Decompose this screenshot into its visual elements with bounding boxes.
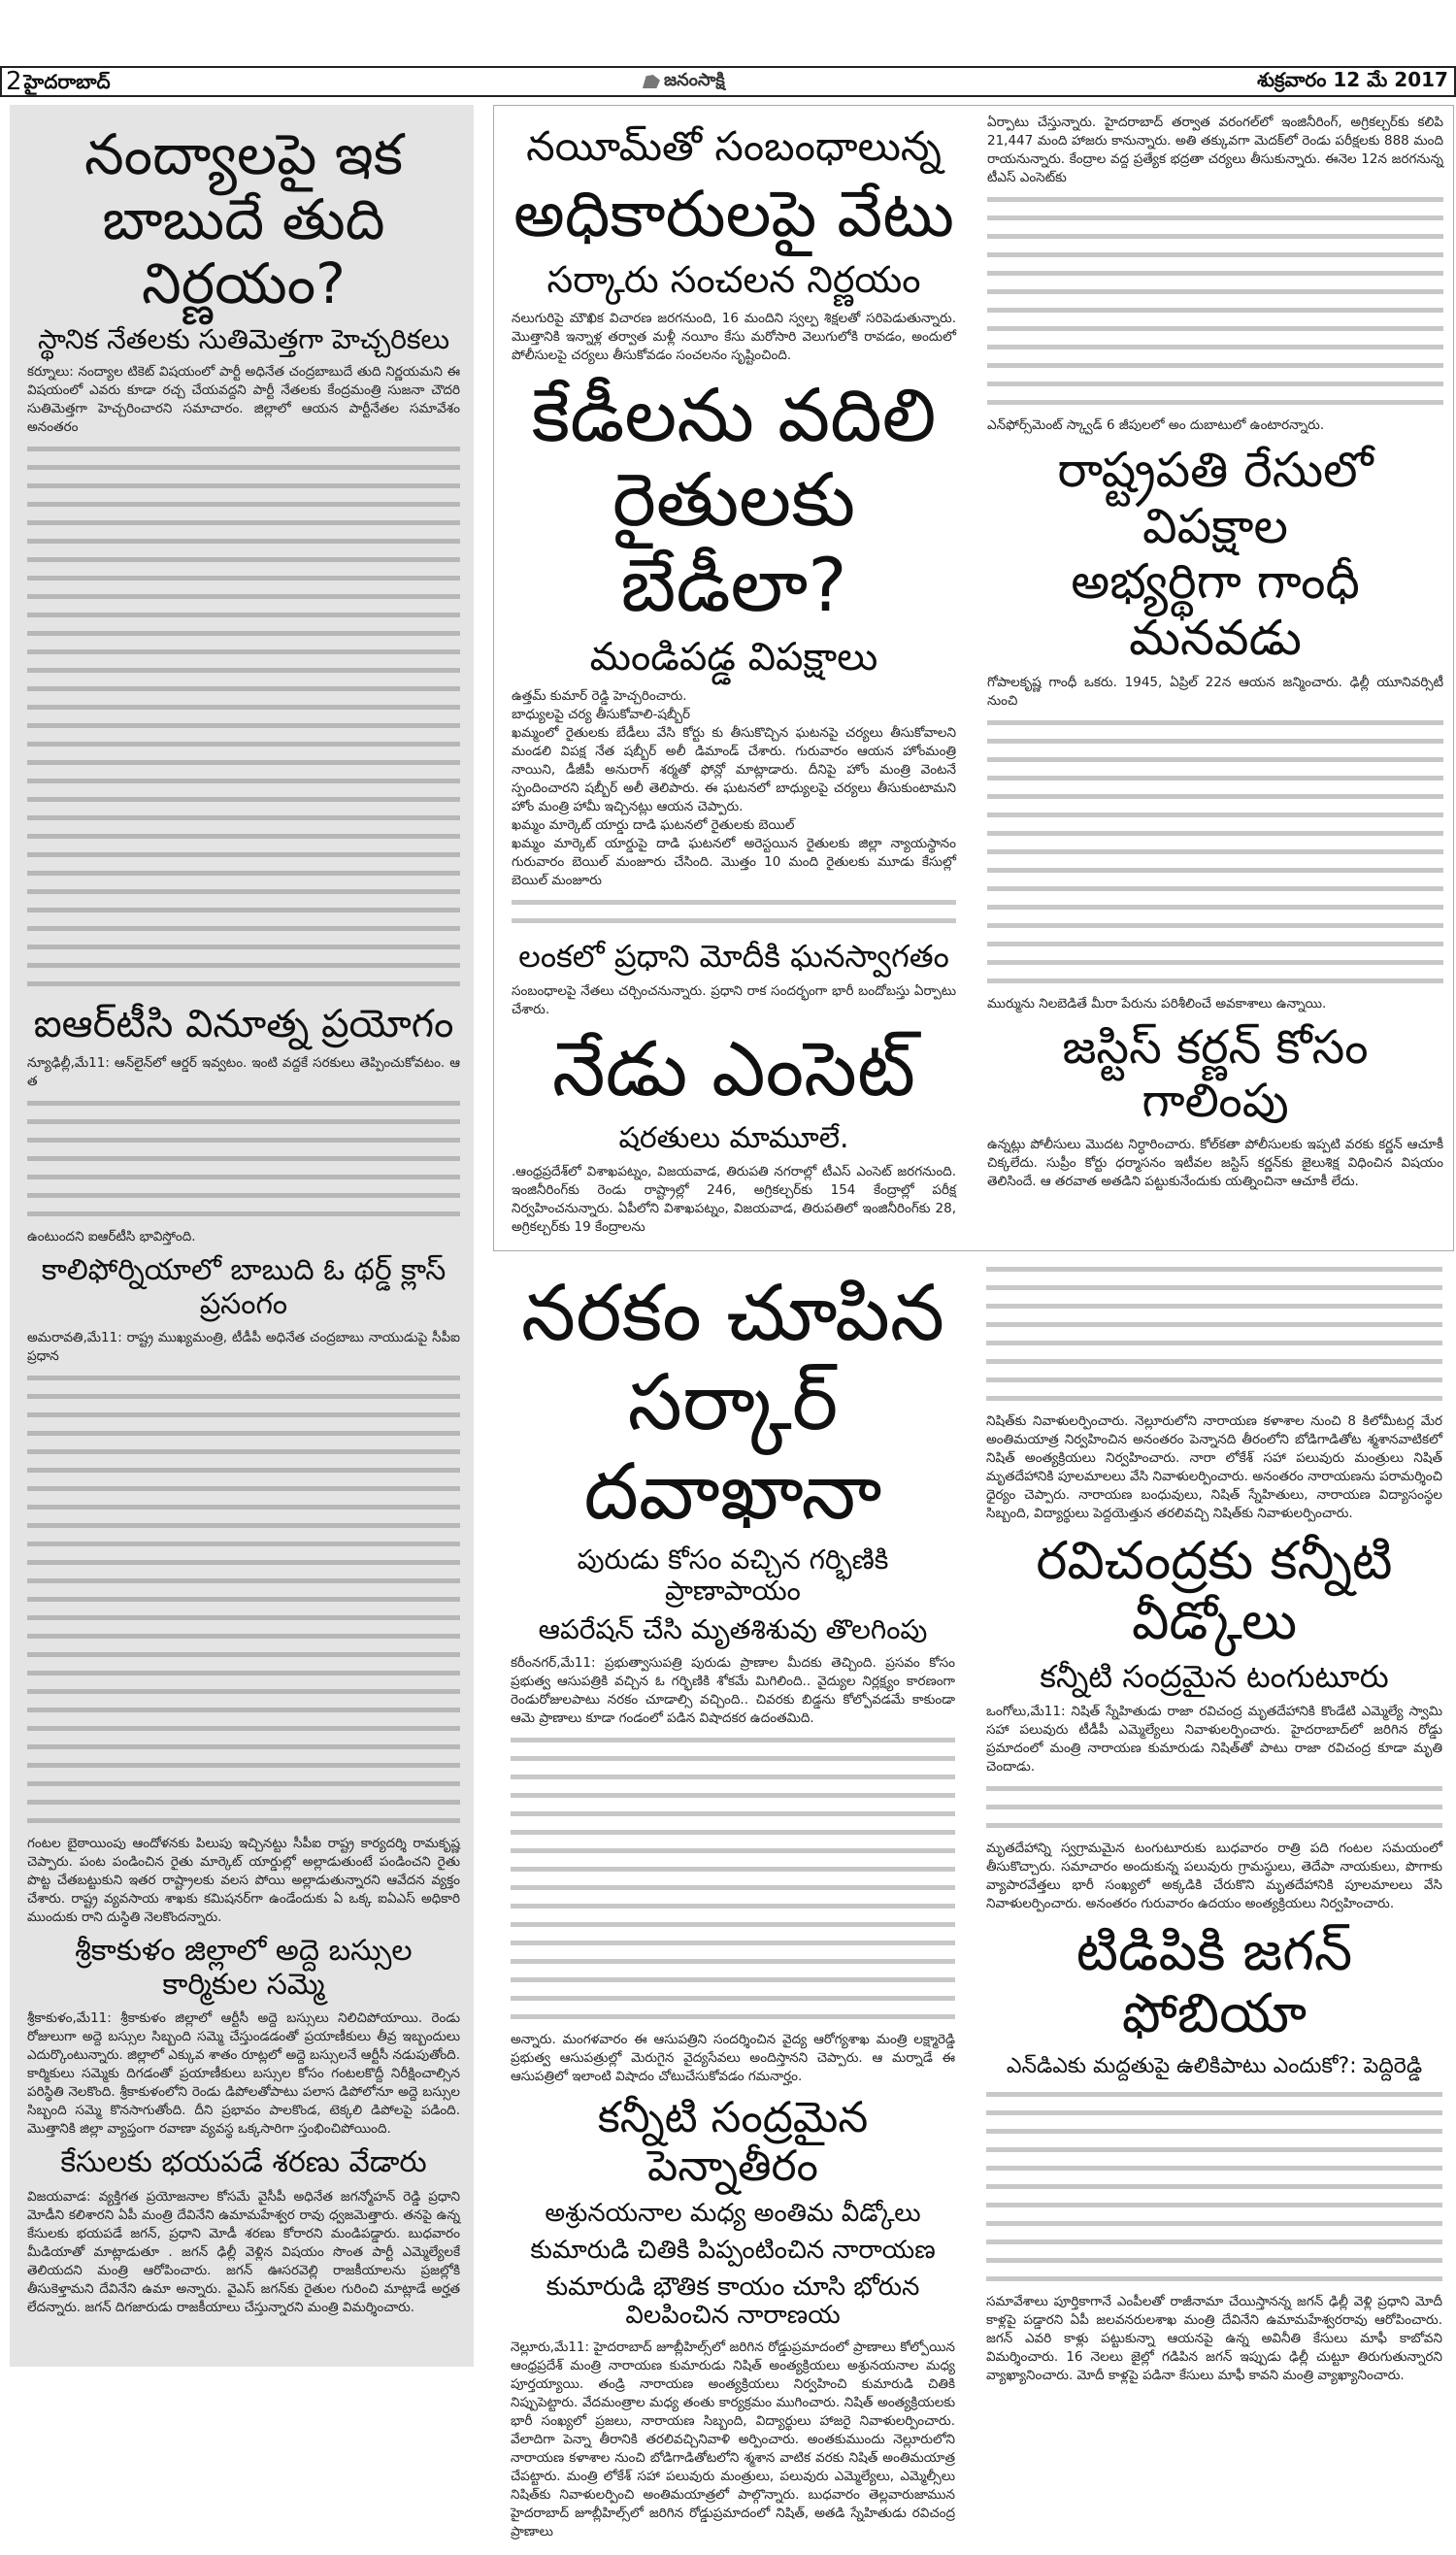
- issue-date: శుక్రవారం 12 మే 2017: [1257, 67, 1448, 91]
- masthead-title: జనంసాక్షి: [663, 69, 725, 90]
- kedilu-headline: [512, 373, 956, 627]
- nayeem-subhead: సర్కారు సంచలన నిర్ణయం: [546, 258, 921, 302]
- center-column-bottom: [493, 1251, 969, 2555]
- body-text-lines: [27, 441, 460, 994]
- page-body: [0, 105, 1456, 2555]
- headline-line: నరకం చూపిన: [520, 1268, 945, 1359]
- hospital-body-end: అన్నారు. మంగళవారం ఈ ఆసుపత్రిని సందర్శించిన వైద్య ఆరోగ్యశాఖ మంత్రి లక్ష్మారెడ్డి ప్రభుత్వ ఆసుపత్రుల్లో మెరుగైన వైద్యసేవలు అందిస్తానని చెప్పారు. ఆ మర్నాడే ఈ ఆసుపత్రిలో ఇలాంటి విషాదం చోటుచేసుకోవడం గమనార్హం.: [511, 2031, 955, 2084]
- headline-line: కేడీలను వదిలి: [531, 371, 937, 458]
- body-text-lines: [511, 1732, 955, 2027]
- penna-body: నెల్లూరు,మే11: హైదరాబాద్ జూబ్లీహిల్స్‌లో జరిగిన రోడ్డుప్రమాదంలో ప్రాణాలు కోల్పోయిన ఆంధ్రప్రదేశ్ మంత్రి నారాయణ కుమారుడు నిషిత్ అంత్యక్రియలు అశ్రునయనాల మధ్య పూర్తయ్యాయి. తండ్రి నారాయణ అంత్యక్రియలు నిర్వహించి కుమారుడి చితికి నిప్పుపెట్టారు. వేదమంత్రాల మధ్య తంతు కార్యక్రమం ముగించారు. నిషిత్ అంత్యక్రియలకు భారీ సంఖ్యలో ప్రజలు, నారాయణ సిబ్బంది, విద్యార్థులు హాజరై నివాళులర్పించారు. వేలాదిగా పెన్నా తీరానికి తరలివచ్చినివాళి అర్పించారు. అంతకుముందు నెల్లూరులోని నారాయణ కళాశాల నుంచి బోడిగాడితోటలోని శ్మశాన వాటిక వరకు నిషిత్ అంతిమయాత్ర చేపట్టారు. మంత్రి లోకేశ్ సహా పలువురు మంత్రులు, పలువురు ఎమ్మెల్యేలు, ఎమ్మెల్సీలు నిషిత్‌కు నివాళులర్పించి అంతిమయాత్రలో పాల్గొన్నారు. బుధవారం తెల్లవారుజామున హైదరాబాద్ జూబ్లీహిల్స్‌లో జరిగిన రోడ్డుప్రమాదంలో నిషిత్, అతడి స్నేహితుడు రవిచంద్ర ప్రాణాలు: [511, 2339, 955, 2540]
- hospital-headline: [511, 1269, 955, 1537]
- body-paragraph: ఖమ్మంలో రైతులకు బేడీలు వేసి కోర్టు కు తీసుకొచ్చిన ఘటనపై చర్యలు తీసుకోవాలని మండలి విపక్ష నేత షబ్బీర్ అలీ డిమాండ్ చేశారు. గురువారం ఆయన హోంమంత్రి నాయిని, డీజీపీ అనురాగ్ శర్మతో ఫోన్లో మాట్లాడారు. దీనిపై హోం మంత్రి వెంటనే స్పందించారని షబ్బీర్ అలీ తెలిపారు. ఈ ఘటనలో బాధ్యులపై చర్యలు తీసుకుంటామని హోం మంత్రి హామీ ఇచ్చినట్లు ఆయన చెప్పారు.: [512, 725, 956, 815]
- headline-line: సర్కార్ దవాఖానా: [583, 1357, 882, 1538]
- nandyal-headline: [27, 122, 460, 316]
- headline-line: రాష్ట్రపతి రేసులో విపక్షాల: [1057, 442, 1373, 554]
- body-text-lines: [27, 1370, 460, 1831]
- masthead-logo-icon: [643, 75, 660, 88]
- hospital-body: కరీంనగర్,మే11: ప్రభుత్వాసుపత్రి పురుడు ప్రాణాల మీదకు తెచ్చింది. ప్రసవం కోసం ప్రభుత్వ ఆసుపత్రికి వచ్చిన ఓ గర్భిణికి శోకమే మిగిలింది.. వైద్యుల నిర్లక్ష్యం కారణంగా రెండురోజులపాటు నరకం చూడాల్సి వచ్చింది.. చివరకు బిడ్డను కోల్పోవడమే కాకుండా ఆమె ప్రాణాలు కూడా గండంలో పడిన విషాదకర ఉదంతమిది.: [511, 1654, 955, 1726]
- penna-subhead: అశ్రునయనాల మధ్య అంతిమ వీడ్కోలు: [545, 2198, 921, 2228]
- eamcet-body: .ఆంధ్రప్రదేశ్‌లో విశాఖపట్నం, విజయవాడ, తిరుపతి నగరాల్లో టీఎస్ ఎంసెట్ జరగనుంది. ఇంజినీరింగ్‌కు రెండు రాష్ట్రాల్లో 246, అగ్రికల్చర్‌కు 154 కేంద్రాల్లో పరీక్ష నిర్వహించనున్నారు. ఏపీలోని విశాఖపట్నం, విజయవాడ, తిరుపతిలో ఇంజినీరింగ్‌కు 28, అగ్రికల్చర్‌కు 19 కేంద్రాలను: [512, 1164, 956, 1236]
- page-label: [2, 69, 111, 94]
- nayeem-headline-main: అధికారులపై వేటు: [513, 177, 954, 252]
- jagan-body: సమావేశాలు పూర్తికాగానే ఎంపీలతో రాజీనామా చేయిస్తానన్న జగన్ ఢిల్లీ వెళ్లి ప్రధాని మోదీ కాళ్లపై పడ్డారని ఏపీ జలవనరులశాఖ మంత్రి దేవినేని ఉమామహేశ్వరరావు ఆరోపించారు. జగన్ ఎవరి కాళ్లు పట్టుకున్నా ఆయనపై ఉన్న అవినీతి కేసులు మాఫీ కాబోవని విమర్శించారు. 16 నెలలు జైల్లో గడిపిన జగన్ ఇప్పుడు ఢిల్లీ చుట్టూ తిరుగుతున్నారని వ్యాఖ్యానించారు. మోదీ కాళ్లపై పడినా కేసులు మాఫీ కావని మంత్రి వ్యాఖ్యానించారు.: [986, 2294, 1442, 2384]
- cases-headline: కేసులకు భయపడే శరణు వేడారు: [60, 2145, 427, 2180]
- body-text-lines: [512, 894, 956, 931]
- body-text-lines: [986, 2086, 1442, 2289]
- kedilu-subhead: మండిపడ్డ విపక్షాలు: [589, 635, 878, 680]
- lanka-headline: లంకలో ప్రధాని మోదీకి ఘనస్వాగతం: [518, 938, 949, 976]
- california-body-end: గంటల బైఠాయింపు ఆందోళనకు పిలుపు ఇచ్చినట్టు సీపీఐ రాష్ట్ర కార్యదర్శి రామకృష్ణ చెప్పారు. పంట పండించిన రైతు మార్కెట్ యార్డుల్లో అల్లాడుతుంటే పండించని రైతు పొట్ట చేతబట్టుకుని ఇతర రాష్ట్రాలకు వలస పోయి అల్లాడుతున్నారని ఆవేదన వ్యక్తం చేశారు. రాష్ట్ర వ్యవసాయ శాఖకు కమిషనర్‌గా ఉండేందుకు ఏ ఒక్క ఐఏఎస్ అధికారి ముందుకు రాని దుస్థితి నెలకొందన్నారు.: [27, 1836, 460, 1926]
- nandyal-subhead: స్థానిక నేతలకు సుతిమెత్తగా హెచ్చరికలు: [37, 323, 450, 356]
- irctc-body-end: ఉంటుందని ఐఆర్‌టీసి భావిస్తోంది.: [27, 1229, 196, 1245]
- california-body: అమరావతి,మే11: రాష్ట్ర ముఖ్యమంత్రి, టీడీపీ అధినేత చంద్రబాబు నాయుడుపై సీపీఐ ప్రధాన: [27, 1330, 460, 1365]
- eamcet-headline: నేడు ఎంసెట్: [551, 1025, 916, 1113]
- body-paragraph: ఖమ్మం మార్కెట్ యార్డుపై దాడి ఘటనలో అరెస్టయిన రైతులకు జిల్లా న్యాయస్థానం గురువారం బెయిల్ మంజూరు చేసింది. మొత్తం 10 మంది రైతులకు మూడు కేసుల్లో బెయిల్ మంజూరు: [512, 836, 956, 889]
- top-feature-box: [493, 105, 1454, 1251]
- kedilu-body: [512, 687, 956, 890]
- body-text-lines: [987, 714, 1443, 991]
- srikakulam-body: శ్రీకాకుళం,మే11: శ్రీకాకుళం జిల్లాలో ఆర్టీసీ అద్దె బస్సులు నిలిచిపోయాయి. రెండు రోజులుగా అద్దె బస్సుల సిబ్బంది సమ్మె చేస్తుండడంతో ప్రయాణీకులు తీవ్ర ఇబ్బందులు ఎదుర్కొంటున్నారు. జిల్లాలో ఎక్కువ శాతం రూట్లలో అద్దె బస్సులనే ఆర్టీసీ నడుపుతోంది. కార్మికులు సమ్మెకు దిగడంతో ప్రయాణీకులు బస్సుల కోసం గంటలకొద్దీ నిరీక్షించాల్సిన పరిస్థితి నెలకొంది. శ్రీకాకుళంలోని రెండు డిపోలతోపాటు పలాస డిపోలోనూ అద్దె బస్సుల సిబ్బంది సమ్మె కొనసాగుతోంది. దీని ప్రభావం పాలకొండ, టెక్కలి డిపోలపై పడింది. మొత్తానికి జిల్లా వ్యాప్తంగా రవాణా వ్యవస్థ ఒక్కసారిగా స్తంభించిపోయింది.: [27, 2010, 460, 2138]
- left-column: [10, 105, 474, 2367]
- irctc-body: న్యూఢిల్లీ,మే11: ఆన్‌లైన్‌లో ఆర్డర్ ఇవ్వటం. ఇంటి వద్దకే సరకులు తెప్పించుకోవటం. ఆ త: [27, 1055, 460, 1090]
- nandyal-body: కర్నూలు: నంద్యాల టికెట్ విషయంలో పార్టీ అధినేత చంద్రబాబుదే తుది నిర్ణయమని ఈ విషయంలో ఎవరు కూడా రచ్చ చేయవద్దని పార్టీ నేతలకు కేంద్రమంత్రి సుజనా చౌదరి సుతిమెత్తగా హెచ్చరించారని సమాచారం. జిల్లాలో ఆయన పార్టీనేతల సమావేశం అనంతరం: [27, 364, 460, 436]
- hospital-subhead: ఆపరేషన్ చేసి మృతశిశువు తొలగింపు: [538, 1613, 928, 1646]
- main-area: [493, 105, 1454, 2555]
- jagan-subhead: ఎన్‌డిఎకు మద్దతుపై ఉలికిపాటు ఎందుకో?: పెద్దిరెడ్డి: [1006, 2053, 1423, 2078]
- lower-row: [493, 1251, 1454, 2555]
- eamcet-subhead: షరతులు మామూలే.: [618, 1120, 849, 1155]
- nayeem-headline-top: నయీమ్‌తో సంబంధాలున్న: [526, 122, 942, 170]
- ravichandra-subhead: కన్నీటి సంద్రమైన టంగుటూరు: [1040, 1658, 1389, 1696]
- body-paragraph: బాధ్యులపై చర్య తీసుకోవాలి-షబ్బీర్: [512, 707, 691, 723]
- masthead: [643, 70, 725, 94]
- headline-line: బాబుదే తుది నిర్ణయం?: [102, 185, 385, 317]
- eamcet-continued-end: ఎన్‌ఫోర్స్‌మెంట్ స్క్వాడ్ 6 జీపులలో అం దుబాటులో ఉంటారన్నారు.: [987, 417, 1325, 433]
- headline-line: నంద్యాలపై ఇక: [83, 121, 404, 187]
- center-column-top: [494, 106, 970, 1250]
- cases-body: విజయవాడ: వ్యక్తిగత ప్రయోజనాల కోసమే వైసీపీ అధినేత జగన్మోహన్ రెడ్డి ప్రధాని మోడీని కలిశారని ఏపీ మంత్రి దేవినేని ఉమామహేశ్వర రావు ధ్వజమెత్తారు. తనపై ఉన్న కేసులకు భయపడే జగన్, ప్రధాని మోడీ శరణు కోరారని మండిపడ్డారు. బుధవారం మీడియాతో మాట్లాడుతూ . జగన్ ఢిల్లీ వెళ్లిన విషయం సొంత పార్టీ ఎమ్మెల్యేలకే తెలియదని మంత్రి ఆరోపించారు. జగన్ ఊసరవెల్లి రాజకీయాలను ప్రజల్లోకి తీసుకెళ్తామని దేవినేని ఉమా అన్నారు. వైఎస్ జగన్‌కు రైతుల గురించి మాట్లాడే అర్హత లేదన్నారు. జగన్ దిగజారుడు రాజకీయాలు చేస్తున్నారని మంత్రి విమర్శించారు.: [27, 2188, 460, 2315]
- body-text-lines: [27, 1095, 460, 1224]
- right-column-top: [970, 106, 1453, 1205]
- ravichandra-headline: రవిచంద్రకు కన్నీటి వీడ్కోలు: [1036, 1530, 1393, 1652]
- body-paragraph: ఖమ్మం మార్కెట్ యార్డు దాడి ఘటనలో రైతులకు బెయిల్: [512, 817, 795, 834]
- body-paragraph: ఉత్తమ్ కుమార్ రెడ్డి హెచ్చరించారు.: [512, 688, 687, 705]
- eamcet-continued: ఏర్పాటు చేస్తున్నారు. హైదరాబాద్ తర్వాత వరంగల్‌లో ఇంజినీరింగ్, అగ్రికల్చర్‌కు కలిపి 21,447 మంది హాజరు కానున్నారు. అతి తక్కువగా మెదక్‌లో రెండు పరీక్షలకు 888 మంది రాయనున్నారు. కేంద్రాల వద్ద ప్రత్యేక భద్రతా చర్యలు తీసుకున్నారు. ఈనెల 12న జరగనున్న టీఎస్ ఎంసెట్‌కు: [987, 115, 1443, 185]
- body-text-lines: [987, 191, 1443, 413]
- right-column-bottom: [969, 1251, 1452, 2399]
- ravichandra-body-end: మృతదేహాన్ని స్వగ్రామమైన టంగుటూరుకు బుధవారం రాత్రి పది గంటల సమయంలో తీసుకొచ్చారు. సమాచారం అందుకున్న పలువురు గ్రామస్థులు, తెదేపా నాయకులు, పొగాకు వ్యాపారవేత్తలు భారీ సంఖ్యలో అక్కడికి చేరుకొని మృతదేహానికి పూలమాలలు వేసి నివాళులర్పించారు. అనంతరం గురువారం ఉదయం అంత్యక్రియలు నిర్వహించారు.: [986, 1841, 1442, 1912]
- body-text-lines: [986, 1261, 1442, 1409]
- jagan-headline: టిడిపికి జగన్ ఫోబియా: [1075, 1920, 1353, 2046]
- irctc-headline: ఐఆర్‌టీసి వినూత్న ప్రయోగం: [33, 1002, 454, 1047]
- page-header: [0, 66, 1456, 97]
- page-number: 2: [6, 67, 22, 96]
- headline-line: రైతులకు బేడీలా?: [612, 456, 856, 628]
- body-text-lines: [986, 1780, 1442, 1836]
- srikakulam-headline: శ్రీకాకుళం జిల్లాలో అద్దె బస్సుల కార్మికుల సమ్మె: [75, 1934, 413, 2002]
- california-headline: కాలిఫోర్నియాలో బాబుది ఓ థర్డ్ క్లాస్ ప్రసంగం: [41, 1253, 447, 1321]
- president-body-end: ముర్మును నిలబెడితే మీరా పేరును పరిశీలించే అవకాశాలు ఉన్నాయి.: [987, 996, 1327, 1012]
- section-name: హైదరాబాద్: [23, 70, 111, 93]
- penna-continued: నిషిత్‌కు నివాళులర్పించారు. నెల్లూరులోని నారాయణ కళాశాల నుంచి 8 కిలోమీటర్ల మేర అంతిమయాత్ర నిర్వహించిన అనంతరం పెన్నానది తీరంలోని బోడిగాడితోట శ్మశానవాటికలో నిషిత్ అంత్యక్రియలు నిర్వహించారు. నారా లోకేశ్ సహా పలువురు మంత్రులు నిషిత్ మృతదేహానికి పూలమాలలు వేసి నివాళులర్పించారు. అనంతరం నారాయణను పరామర్శించి ధైర్యం చెప్పారు. నారాయణ బంధువులు, నిషిత్ స్నేహితులు, నారాయణ విద్యాసంస్థల సిబ్బంది, విద్యార్థులు పెద్దయెత్తున తరలివచ్చి నిషిత్‌కు నివాళులర్పించారు.: [986, 1413, 1442, 1522]
- penna-headline: కన్నీటి సంద్రమైన పెన్నాతీరం: [597, 2092, 869, 2192]
- president-body: గోపాలకృష్ణ గాంధీ ఒకరు. 1945, ఏప్రిల్ 22న ఆయన జన్మించారు. ఢిల్లీ యూనివర్సిటీ నుంచి: [987, 675, 1443, 709]
- karnan-headline: జస్టిస్ కర్ణన్ కోసం గాలింపు: [1062, 1020, 1369, 1129]
- penna-subhead: కుమారుడి చితికి పిప్పంటించిన నారాయణ: [530, 2235, 936, 2265]
- headline-line: అభ్యర్థిగా గాంధీ మనవడు: [1071, 553, 1360, 666]
- lanka-body: సంబంధాలపై నేతలు చర్చించనున్నారు. ప్రధాని రాక సందర్భంగా భారీ బందోబస్తు ఏర్పాటు చేశారు.: [512, 982, 956, 1017]
- penna-subhead: కుమారుడి భౌతిక కాయం చూసి భోరున విలపించిన నారాణయ: [546, 2272, 920, 2331]
- president-headline: [987, 443, 1443, 666]
- nayeem-body: నలుగురిపై మౌఖిక విచారణ జరగనుంది, 16 మందిని స్వల్ప శిక్షలతో సరిపెడుతున్నారు. మొత్తానికి ఇన్నాళ్ల తర్వాత మళ్లీ నయీం కేసు మరోసారి వెలుగులోకి రావడం, అందులో పోలీసులపై చర్యలు తీసుకోవడం సంచలనం సృష్టించింది.: [512, 310, 956, 363]
- karnan-body: ఉన్నట్లు పోలీసులు మొదట నిర్ధారించారు. కోల్‌కతా పోలీసులకు ఇప్పటి వరకు కర్ణన్ ఆచూకీ చిక్కలేదు. సుప్రీం కోర్టు ధర్మాసనం ఇటీవల జస్టిస్ కర్ణన్‌కు జైలుశిక్ష విధించిన విషయం తెలిసిందే. ఆ తరవాత అతడిని పట్టుకునేందుకు యత్నించినా ఆచూకీ లేదు.: [987, 1137, 1443, 1190]
- ravichandra-body: ఒంగోలు,మే11: నిషిత్ స్నేహితుడు రాజా రవిచంద్ర మృతదేహానికి కొండేటి ఎమ్మెల్యే స్వామి సహా పలువురు టీడీపీ ఎమ్మెల్యేలు నివాళులర్పించారు. హైదరాబాద్‌లో జరిగిన రోడ్డు ప్రమాదంలో మంత్రి నారాయణ కుమారుడు నిషిత్‌తో పాటు రాజా రవిచంద్ర కూడా మృతి చెందాడు.: [986, 1704, 1442, 1775]
- hospital-subhead: పురుడు కోసం వచ్చిన గర్భిణికి ప్రాణాపాయం: [577, 1543, 889, 1608]
